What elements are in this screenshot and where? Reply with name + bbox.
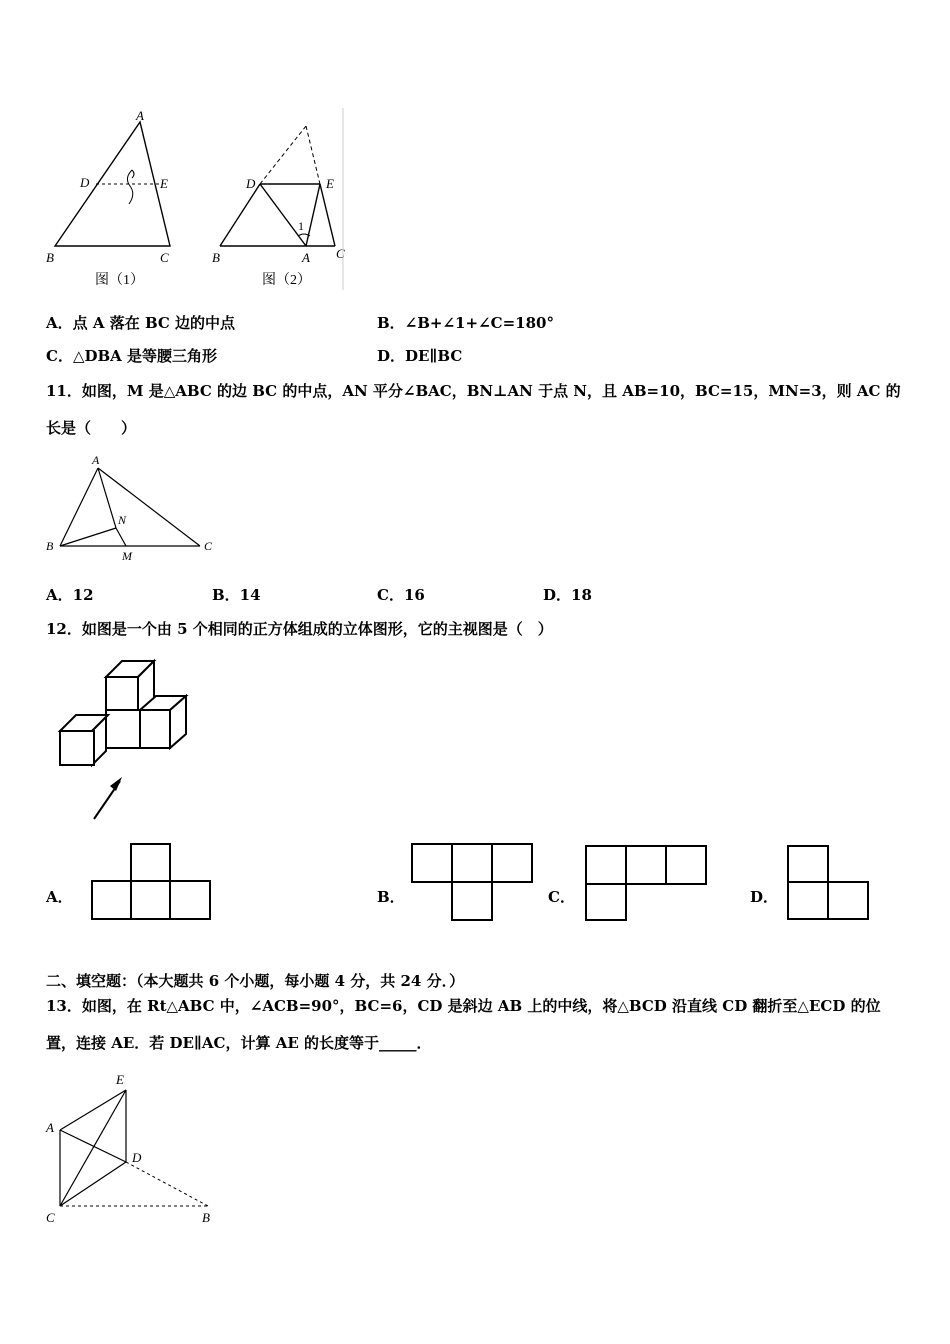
q11-label-C: C xyxy=(204,539,213,553)
fig2-label-A: A xyxy=(302,250,310,265)
q11-label-N: N xyxy=(118,513,127,527)
fig2-caption: 图（2） xyxy=(262,273,311,288)
fig2-label-D: D xyxy=(246,176,256,191)
figure-q10-part2 xyxy=(212,126,345,288)
figure-q13 xyxy=(40,1068,230,1228)
q11-label-M: M xyxy=(122,549,132,563)
q11-label-B: B xyxy=(46,539,54,553)
q10-option-a: A．点 A 落在 BC 边的中点 xyxy=(46,314,236,332)
fig2-label-1: 1 xyxy=(298,219,304,233)
q13-stem-line2: 置，连接 AE．若 DE∥AC，计算 AE 的长度等于_____． xyxy=(46,1034,432,1052)
fig1-label-A: A xyxy=(136,108,144,123)
q10-option-d: D．DE∥BC xyxy=(377,347,463,365)
q11-option-c: C．16 xyxy=(377,586,425,604)
q13-stem-line1: 13．如图，在 Rt△ABC 中，∠ACB=90°，BC=6，CD 是斜边 AB 上的中线，将△BCD 沿直线 CD 翻折至△ECD 的位 xyxy=(46,997,881,1015)
q10-option-b: B．∠B+∠1+∠C=180° xyxy=(377,314,554,332)
q12-option-a-label: A． xyxy=(46,888,73,906)
q13-label-B: B xyxy=(202,1210,210,1225)
fig2-label-C: C xyxy=(336,246,345,261)
q11-label-A: A xyxy=(92,453,100,467)
q12-option-d-view xyxy=(785,842,875,924)
q11-option-b: B．14 xyxy=(212,586,261,604)
q13-label-A: A xyxy=(46,1120,54,1135)
figure-q10 xyxy=(40,100,360,300)
q10-option-c: C．△DBA 是等腰三角形 xyxy=(46,347,218,365)
q11-option-a: A．12 xyxy=(46,586,94,604)
figure-q12-solid xyxy=(50,655,200,830)
fig1-caption: 图（1） xyxy=(95,273,144,288)
q12-stem: 12．如图是一个由 5 个相同的正方体组成的立体图形，它的主视图是（ ） xyxy=(46,620,553,638)
fig1-label-B: B xyxy=(46,250,54,265)
figure-q10-part1 xyxy=(46,108,170,288)
section-heading-fill-in: 二、填空题：（本大题共 6 个小题，每小题 4 分，共 24 分．） xyxy=(46,972,465,990)
figure-q11 xyxy=(40,450,230,565)
q13-label-E: E xyxy=(116,1072,124,1087)
fig1-label-C: C xyxy=(160,250,169,265)
q12-option-d-label: D． xyxy=(750,888,779,906)
q12-option-b-label: B． xyxy=(377,888,405,906)
q12-option-b-view xyxy=(410,842,540,924)
q12-option-c-view xyxy=(584,842,714,924)
q11-option-d: D．18 xyxy=(543,586,592,604)
fig2-label-E: E xyxy=(326,176,334,191)
q13-label-D: D xyxy=(132,1150,142,1165)
fig1-label-E: E xyxy=(160,176,168,191)
q12-option-a-view xyxy=(90,842,215,922)
q11-stem-line2: 长是（ ） xyxy=(46,419,137,437)
fig2-label-B: B xyxy=(212,250,220,265)
fig1-label-D: D xyxy=(80,175,90,190)
q13-label-C: C xyxy=(46,1210,55,1225)
q12-option-c-label: C． xyxy=(548,888,575,906)
q11-stem-line1: 11．如图，M 是△ABC 的边 BC 的中点，AN 平分∠BAC，BN⊥AN 于点 N，且 AB=10，BC=15，MN=3，则 AC 的 xyxy=(46,382,901,400)
